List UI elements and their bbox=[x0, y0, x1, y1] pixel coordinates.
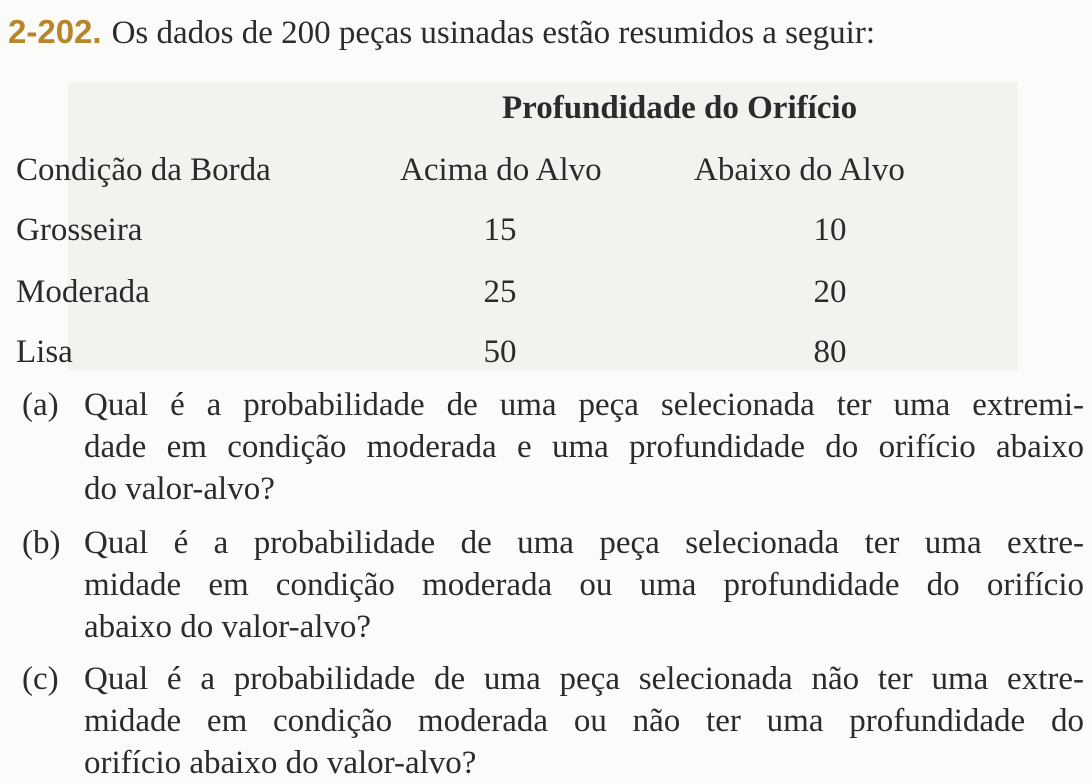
row-label-smooth: Lisa bbox=[16, 334, 73, 370]
question-line: do valor-alvo? bbox=[84, 471, 275, 507]
table-group-header: Profundidade do Orifício bbox=[502, 90, 858, 126]
question-line: midade em condição moderada ou uma profundidade do orifício bbox=[84, 567, 1084, 603]
question-label: (c) bbox=[22, 661, 59, 697]
question-c bbox=[22, 658, 1084, 784]
problem-header bbox=[8, 10, 875, 55]
cell-moderate-below: 20 bbox=[813, 274, 847, 310]
cell-smooth-below: 80 bbox=[813, 334, 847, 370]
question-a bbox=[22, 384, 1084, 510]
question-label: (a) bbox=[22, 387, 59, 423]
column-header-edge-condition: Condição da Borda bbox=[16, 152, 271, 188]
question-text bbox=[84, 522, 1084, 648]
question-line: midade em condição moderada ou não ter uma profundidade do bbox=[84, 703, 1084, 739]
question-text bbox=[84, 658, 1084, 784]
column-header-above-target: Acima do Alvo bbox=[400, 152, 602, 188]
question-line: Qual é a probabilidade de uma peça selecionada ter uma extremi- bbox=[84, 387, 1084, 423]
question-label: (b) bbox=[22, 525, 61, 561]
cell-smooth-above: 50 bbox=[483, 334, 517, 370]
cell-rough-above: 15 bbox=[483, 212, 517, 248]
cell-moderate-above: 25 bbox=[483, 274, 517, 310]
row-label-moderate: Moderada bbox=[16, 274, 150, 310]
problem-number: 2-202. bbox=[8, 13, 102, 50]
question-line: abaixo do valor-alvo? bbox=[84, 609, 372, 645]
question-line: orifício abaixo do valor-alvo? bbox=[84, 745, 477, 781]
column-header-below-target: Abaixo do Alvo bbox=[694, 152, 905, 188]
question-line: dade em condição moderada e uma profundidade do orifício abaixo bbox=[84, 429, 1084, 465]
question-line: Qual é a probabilidade de uma peça selecionada não ter uma extre- bbox=[84, 661, 1084, 697]
cell-rough-below: 10 bbox=[813, 212, 847, 248]
question-b bbox=[22, 522, 1084, 648]
problem-intro: Os dados de 200 peças usinadas estão resumidos a seguir: bbox=[111, 15, 875, 51]
question-line: Qual é a probabilidade de uma peça selecionada ter uma extre- bbox=[84, 525, 1084, 561]
row-label-rough: Grosseira bbox=[16, 212, 143, 248]
question-text bbox=[84, 384, 1084, 510]
